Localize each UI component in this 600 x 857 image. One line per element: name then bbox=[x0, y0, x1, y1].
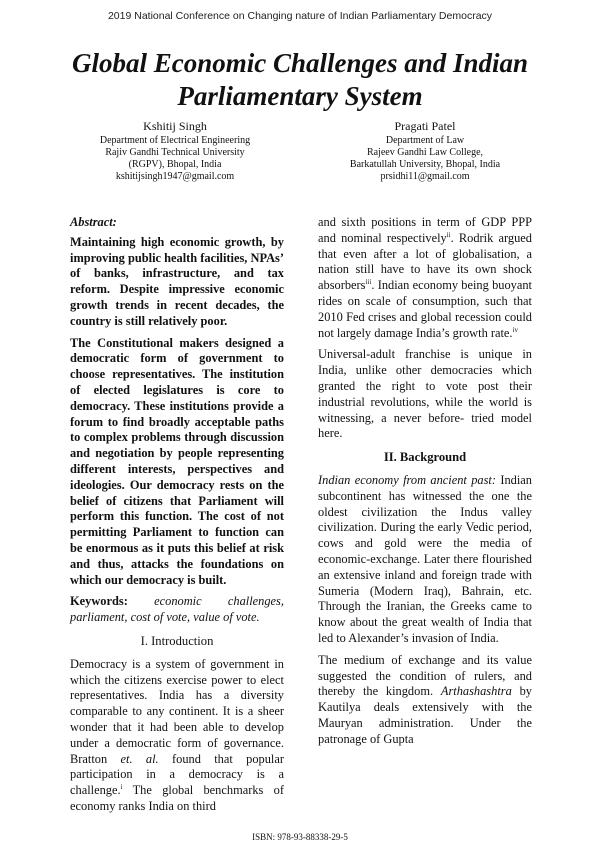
abstract-para-1 bbox=[70, 235, 284, 330]
text-line bbox=[70, 610, 260, 624]
text-segment: were the media of economic-exchange. Later bbox=[318, 536, 532, 566]
text-segment: the kingdom. bbox=[362, 684, 441, 699]
text-segment: al. bbox=[145, 751, 159, 766]
author-email: kshitijsingh1947@gmail.com bbox=[115, 171, 235, 182]
text-segment: even after a lot of globalisation, a nation still bbox=[318, 246, 532, 277]
text-segment: which the citizens exercise power to elect bbox=[70, 672, 284, 687]
text-segment: administration. Under the patronage of Gupta bbox=[318, 715, 532, 746]
text-line bbox=[70, 688, 284, 702]
text-segment: this function. The cost of not permitting bbox=[70, 509, 284, 540]
text-segment: decades, the country is still relatively poor. bbox=[70, 297, 284, 328]
text-segment: democratic form of government to choose bbox=[70, 351, 284, 382]
intro-heading: I. Introduction bbox=[140, 633, 214, 648]
text-line bbox=[70, 657, 284, 671]
abstract-label: Abstract: bbox=[70, 215, 117, 229]
right-para-2 bbox=[318, 347, 532, 442]
text-segment: came to know about the great wealth of India bbox=[318, 599, 532, 630]
text-line bbox=[318, 473, 532, 487]
text-segment: parliament, cost of vote, value of vote. bbox=[70, 610, 260, 625]
text-segment: comparable to any continent. It is a sheer bbox=[70, 704, 284, 719]
author-email: prsidhi11@gmail.com bbox=[380, 171, 470, 182]
text-segment: representing different interests, perspectives bbox=[70, 446, 284, 476]
author-1 bbox=[55, 119, 295, 183]
text-segment: damage India’s growth rate. bbox=[374, 325, 513, 340]
text-segment: puts this belief at risk and thus, attacks the bbox=[70, 540, 284, 571]
paper-title bbox=[0, 47, 600, 113]
text-segment: banks, infrastructure, and tax reform. Despite bbox=[70, 266, 284, 297]
text-segment: subcontinent has witnessed the one the oldest bbox=[318, 488, 532, 519]
text-line bbox=[318, 653, 532, 667]
author-affiliation: Department of Law bbox=[385, 135, 465, 146]
text-segment: The Constitutional makers designed a bbox=[70, 335, 284, 350]
text-segment: deals extensively with the Mauryan bbox=[318, 700, 532, 730]
text-segment: representatives. The institution of elected bbox=[70, 367, 284, 397]
text-segment: foundations on which our democracy is built. bbox=[70, 556, 284, 587]
text-segment: . Rodrik argued that bbox=[318, 230, 532, 261]
text-line bbox=[70, 673, 284, 687]
text-segment: tried model here. bbox=[318, 410, 532, 441]
text-segment: by Kautilya bbox=[318, 684, 532, 715]
text-segment: et. bbox=[120, 751, 133, 766]
text-segment: have to have its own shock absorbers bbox=[318, 262, 532, 293]
text-segment: During the early Vedic period, cows and gold bbox=[318, 520, 532, 551]
text-line bbox=[70, 235, 284, 249]
background-heading: II. Background bbox=[383, 450, 467, 465]
text-segment: foreign trade with Sumeria (Modern Iraq), bbox=[318, 567, 532, 598]
intro-para bbox=[70, 657, 284, 815]
text-segment: wonder that it had been able to develop under bbox=[70, 719, 284, 750]
running-header: 2019 National Conference on Changing nature of Indian Parliamentary Democracy bbox=[107, 10, 493, 22]
text-segment: and ideologies. Our democracy rests on the bbox=[70, 461, 284, 492]
text-segment: The global bbox=[122, 783, 194, 798]
author-affiliation: Barkatullah University, Bhopal, India bbox=[349, 159, 501, 170]
text-segment: Indian economy from ancient past: bbox=[318, 472, 496, 487]
text-segment: discussion and negotiation by people bbox=[70, 430, 284, 461]
text-line bbox=[374, 326, 518, 340]
text-segment: legislatures is core to democracy. These bbox=[70, 382, 284, 413]
text-line bbox=[70, 336, 284, 350]
two-column-body bbox=[0, 215, 600, 821]
text-segment: economic challenges, bbox=[154, 594, 284, 609]
footnote-ref: i bbox=[120, 782, 123, 791]
text-line bbox=[70, 704, 284, 718]
text-segment: belief of citizens that Parliament will perform bbox=[70, 493, 284, 524]
author-affiliation: Rajiv Gandhi Technical University bbox=[105, 147, 245, 158]
text-segment: democracy is a challenge. bbox=[70, 767, 284, 798]
abstract-para-2 bbox=[70, 336, 284, 589]
author-affiliation: Rajeev Gandhi Law College, bbox=[366, 147, 484, 158]
text-segment: of consumption, such that 2010 Fed crises bbox=[318, 293, 532, 324]
right-para-1 bbox=[318, 215, 532, 341]
text-segment: civilization the Indus valley civilization. bbox=[318, 504, 532, 535]
left-column bbox=[70, 215, 284, 821]
text-segment: Maintaining high economic growth, by bbox=[70, 234, 284, 249]
text-segment: nominal respectively bbox=[341, 230, 447, 245]
authors bbox=[0, 119, 600, 183]
text-segment: unlike other democracies which granted the bbox=[318, 363, 532, 393]
text-segment: a democratic form of governance. Bratton bbox=[70, 735, 284, 766]
background-para-1 bbox=[318, 473, 532, 647]
author-name: Pragati Patel bbox=[394, 119, 456, 133]
isbn-footer: ISBN: 978-93-88338-29-5 bbox=[252, 831, 348, 842]
text-segment: acceptable paths to complex problems through bbox=[70, 414, 284, 445]
text-segment: right to vote post their industrial revolutions, bbox=[318, 378, 532, 409]
right-column bbox=[318, 215, 532, 821]
text-segment: and sixth positions in term of GDP PPP and bbox=[318, 215, 532, 245]
text-segment: Democracy is a system of government in bbox=[70, 656, 284, 671]
text-segment: Universal-adult franchise is unique in India, bbox=[318, 347, 532, 378]
text-segment: suggested the condition of rulers, and thereby bbox=[318, 668, 532, 699]
author-2 bbox=[305, 119, 545, 183]
author-affiliation: (RGPV), Bhopal, India bbox=[128, 159, 222, 170]
text-segment: that led to Alexander’s invasion of India. bbox=[318, 615, 532, 645]
text-segment: benchmarks of economy ranks India on third bbox=[70, 783, 284, 813]
footnote-ref: ii bbox=[446, 230, 451, 239]
title-line: Parliamentary System bbox=[177, 81, 423, 111]
text-segment: The medium of exchange and its value bbox=[318, 652, 532, 667]
text-segment: Parliament to function can be enormous as it bbox=[70, 525, 284, 555]
text-segment: Arthashashtra bbox=[440, 684, 512, 699]
text-segment: and global recession could not largely bbox=[318, 309, 532, 340]
text-segment: while the world is witnessing, a never before- bbox=[318, 394, 532, 425]
title-line: Global Economic Challenges and Indian bbox=[71, 48, 529, 78]
footnote-ref: iii bbox=[365, 278, 372, 287]
text-segment: impressive economic growth trends in recent bbox=[70, 282, 284, 312]
keywords bbox=[70, 594, 284, 626]
author-name: Kshitij Singh bbox=[143, 119, 207, 133]
author-affiliation: Department of Electrical Engineering bbox=[99, 135, 251, 146]
text-line bbox=[154, 594, 284, 608]
footnote-ref: iv bbox=[512, 325, 518, 334]
keywords-label: Keywords: bbox=[70, 594, 128, 609]
text-segment: Indian economy being buoyant rides on scale bbox=[318, 278, 532, 308]
text-segment: there flourished an extensive inland and bbox=[318, 551, 532, 582]
text-segment: improving public health facilities, NPAs’ of bbox=[70, 250, 284, 281]
text-segment: found that popular participation in a bbox=[70, 751, 284, 782]
text-segment: representatives. India has a diversity bbox=[70, 688, 284, 703]
text-segment: institutions provide a forum to find broadly bbox=[70, 398, 285, 429]
text-segment: Bahrain, etc. Through the Iranian, the Greeks bbox=[318, 583, 532, 614]
text-segment: Indian bbox=[495, 472, 532, 487]
text-segment: . bbox=[371, 278, 375, 293]
background-para-2 bbox=[318, 653, 532, 748]
